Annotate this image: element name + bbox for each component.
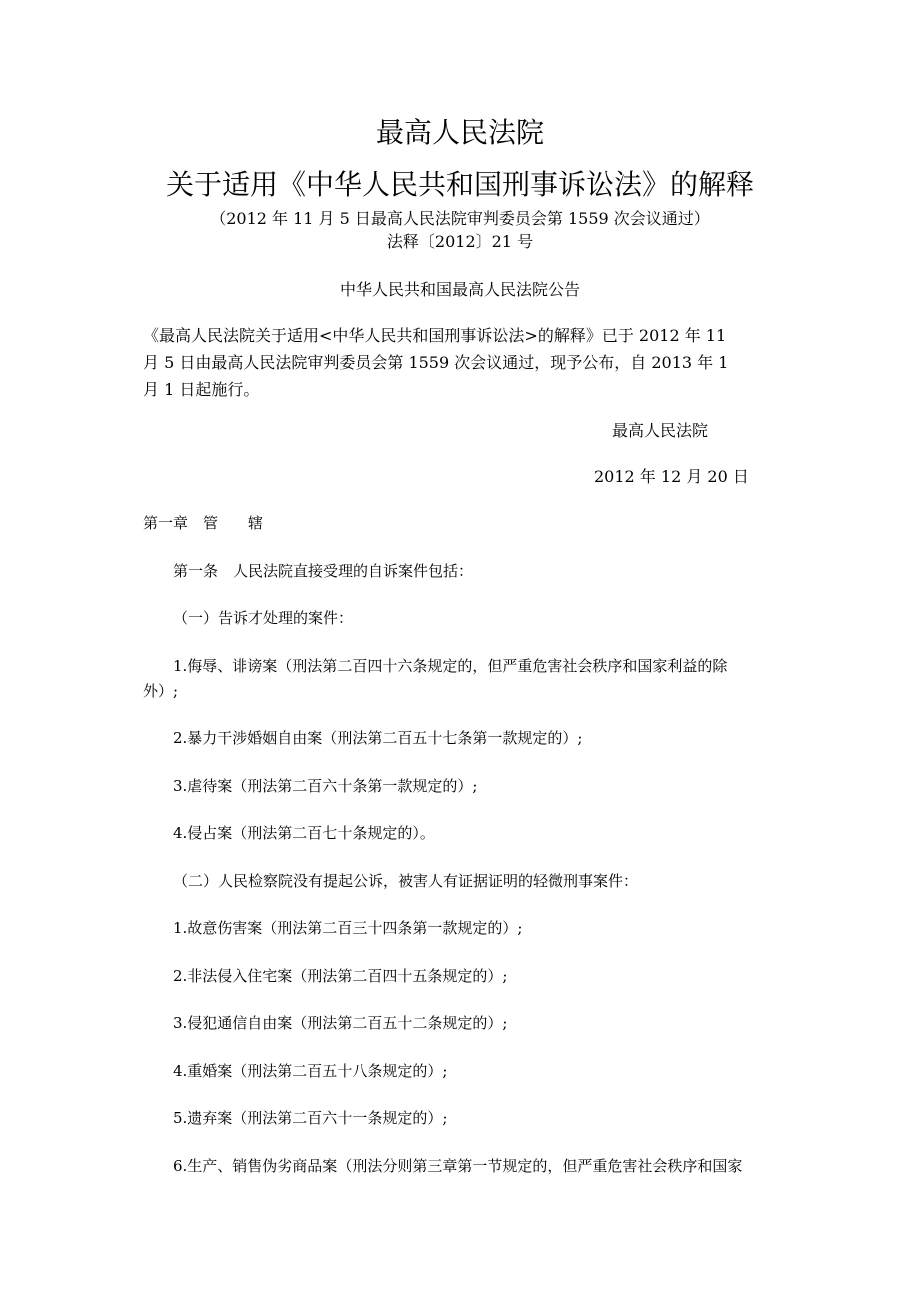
chapter-heading: 第一章 管 辖 [143,514,264,532]
adoption-note: （2012 年 11 月 5 日最高人民法院审判委员会第 1559 次会议通过） [210,209,710,228]
document-number: 法释〔2012〕21 号 [386,232,534,251]
document-title-line1: 最高人民法院 [375,116,544,149]
list-item: 2.暴力干涉婚姻自由案（刑法第二百五十七条第一款规定的）; [173,729,583,747]
list-item: 1.侮辱、诽谤案（刑法第二百四十六条规定的，但严重危害社会秩序和国家利益的除 [173,657,728,675]
signatory: 最高人民法院 [612,421,709,440]
list-item: 3.侵犯通信自由案（刑法第二百五十二条规定的）; [173,1014,508,1032]
list-item: 5.遗弃案（刑法第二百六十一条规定的）; [173,1109,448,1127]
list-item-continuation: 外）; [143,682,179,700]
sign-date: 2012 年 12 月 20 日 [594,467,749,486]
list-item: 3.虐待案（刑法第二百六十条第一款规定的）; [173,777,478,795]
list-item: 4.重婚案（刑法第二百五十八条规定的）; [173,1062,448,1080]
announcement-line: 月 1 日起施行。 [143,380,260,399]
list-item: （二）人民检察院没有提起公诉，被害人有证据证明的轻微刑事案件： [173,872,639,890]
article-heading: 第一条 人民法院直接受理的自诉案件包括： [173,562,474,580]
list-item: 1.故意伤害案（刑法第二百三十四条第一款规定的）; [173,919,523,937]
announcement-heading: 中华人民共和国最高人民法院公告 [339,280,580,299]
list-item: 6.生产、销售伪劣商品案（刑法分则第三章第一节规定的，但严重危害社会秩序和国家 [173,1157,743,1175]
list-item: 4.侵占案（刑法第二百七十条规定的）。 [173,824,435,842]
announcement-line: 《最高人民法院关于适用<中华人民共和国刑事诉讼法>的解释》已于 2012 年 11 [143,326,727,345]
announcement-line: 月 5 日由最高人民法院审判委员会第 1559 次会议通过，现予公布，自 2013 年 1 [143,353,729,372]
list-item: （一）告诉才处理的案件： [173,609,354,627]
list-item: 2.非法侵入住宅案（刑法第二百四十五条规定的）; [173,967,508,985]
document-title-line2: 关于适用《中华人民共和国刑事诉讼法》的解释 [165,168,754,201]
